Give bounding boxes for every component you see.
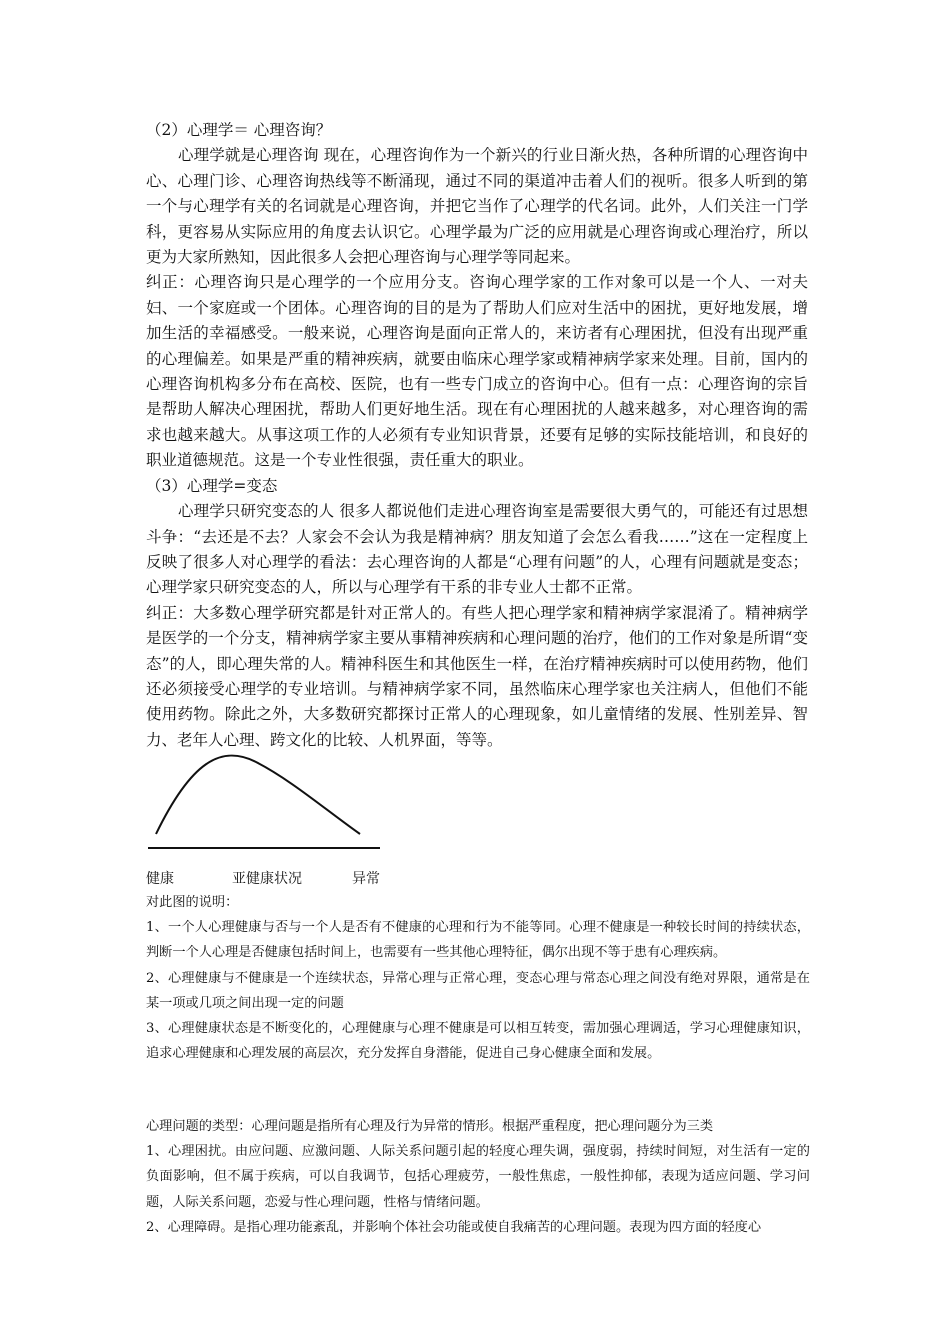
- main-text-block: [146, 118, 808, 753]
- type-item: 2、心理障碍。是指心理功能紊乱，并影响个体社会功能或使自我痛苦的心理问题。表现为四方面的轻度心: [146, 1219, 762, 1235]
- label-abnormal: 异常: [352, 871, 380, 887]
- note-item: 1、一个人心理健康与否与一个人是否有不健康的心理和行为不能等同。心理不健康是一种较长时间的持续状态，判断一个人心理是否健康包括时间上，也需要有一些其他心理特征，偶尔出现不等于患有心理疾病。: [146, 920, 810, 961]
- section-3-heading: （3）心理学=变态: [146, 476, 278, 495]
- types-intro: 心理问题的类型：心理问题是指所有心理及行为异常的情形。根据严重程度，把心理问题分为三类: [146, 1119, 714, 1134]
- section-2-paragraph: 心理学就是心理咨询 现在，心理咨询作为一个新兴的行业日渐火热，各种所谓的心理咨询中心、心理门诊、心理咨询热线等不断涌现，通过不同的渠道冲击着人们的视听。很多人听到的第一个与心理学有关的名词就是心理咨询，并把它当作了心理学的代名词。此外，人们关注一门学科，更容易从实际应用的角度去认识它。心理学最为广泛的应用就是心理咨询或心理治疗，所以更为大家所熟知，因此很多人会把心理咨询与心理学等同起来。: [146, 146, 808, 267]
- problem-types: [146, 1114, 810, 1240]
- section-2-correction: 纠正：心理咨询只是心理学的一个应用分支。咨询心理学家的工作对象可以是一个人、一对夫妇、一个家庭或一个团体。心理咨询的目的是为了帮助人们应对生活中的困扰，更好地发展，增加生活的幸福感受。一般来说，心理咨询是面向正常人的，来访者有心理困扰，但没有出现严重的心理偏差。如果是严重的精神疾病，就要由临床心理学家或精神病学家来处理。目前，国内的心理咨询机构多分布在高校、医院，也有一些专门成立的咨询中心。但有一点：心理咨询的宗旨是帮助人解决心理困扰，帮助人们更好地生活。现在有心理困扰的人越来越多，对心理咨询的需求也越来越大。从事这项工作的人必须有专业知识背景，还要有足够的实际技能培训，和良好的职业道德规范。这是一个专业性很强，责任重大的职业。: [146, 273, 808, 470]
- diagram-labels: [146, 868, 446, 888]
- section-3-correction: 纠正：大多数心理学研究都是针对正常人的。有些人把心理学家和精神病学家混淆了。精神病学是医学的一个分支，精神病学家主要从事精神疾病和心理问题的治疗，他们的工作对象是所谓“变态”的人，即心理失常的人。精神科医生和其他医生一样，在治疗精神疾病时可以使用药物，他们还必须接受心理学的专业培训。与精神病学家不同，虽然临床心理学家也关注病人，但他们不能使用药物。除此之外，大多数研究都探讨正常人的心理现象，如儿童情绪的发展、性别差异、智力、老年人心理、跨文化的比较、人机界面，等等。: [146, 603, 808, 749]
- section-2-heading: （2）心理学＝ 心理咨询？: [146, 121, 332, 139]
- label-healthy: 健康: [146, 871, 174, 887]
- note-item: 3、心理健康状态是不断变化的，心理健康与心理不健康是可以相互转变，需加强心理调适，学习心理健康知识，追求心理健康和心理发展的高层次，充分发挥自身潜能，促进自己身心健康全面和发展。: [146, 1021, 810, 1062]
- note-item: 2、心理健康与不健康是一个连续状态，异常心理与正常心理，变态心理与常态心理之间没有绝对界限，通常是在某一项或几项之间出现一定的问题: [146, 970, 810, 1011]
- bell-curve: [156, 756, 360, 834]
- bell-curve-figure: [146, 752, 386, 854]
- notes-heading: 对此图的说明：: [146, 895, 239, 910]
- label-subhealthy: 亚健康状况: [232, 871, 302, 887]
- health-continuum-diagram: [146, 752, 386, 854]
- diagram-notes: [146, 890, 810, 1066]
- type-item: 1、心理困扰。由应问题、应激问题、人际关系问题引起的轻度心理失调，强度弱，持续时间短，对生活有一定的负面影响，但不属于疾病，可以自我调节，包括心理疲劳，一般性焦虑，一般性抑郁，表现为适应问题、学习问题，人际关系问题，恋爱与性心理问题，性格与情绪问题。: [146, 1144, 810, 1210]
- section-3-paragraph: 心理学只研究变态的人 很多人都说他们走进心理咨询室是需要很大勇气的，可能还有过思想斗争：“去还是不去？人家会不会认为我是精神病？朋友知道了会怎么看我……”这在一定程度上反映了很多人对心理学的看法：去心理咨询的人都是“心理有问题”的人，心理有问题就是变态；心理学家只研究变态的人，所以与心理学有干系的非专业人士都不正常。: [146, 502, 808, 597]
